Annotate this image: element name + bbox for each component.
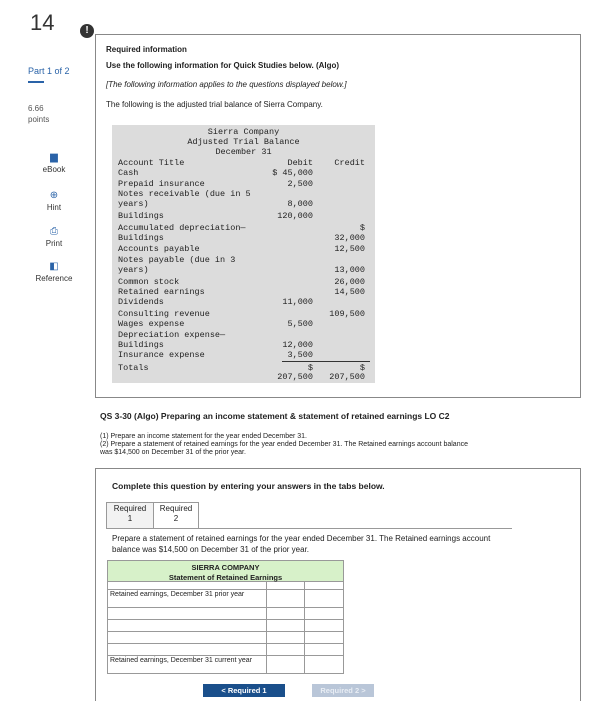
totals-debit: 207,500 [277,372,313,382]
account-title: Accumulated depreciation— [118,223,246,233]
amount-input[interactable] [267,620,305,631]
required-info-title: Required information [106,45,187,54]
amount-input[interactable] [267,632,305,643]
hint-button[interactable] [28,190,80,212]
amount-input[interactable] [267,608,305,619]
print-button[interactable] [28,226,80,248]
label-input[interactable] [108,608,267,619]
table-row [118,350,373,361]
required-2-button[interactable]: Required 2 > [312,684,374,697]
totals-label: Totals [118,363,149,373]
totals-underline [282,361,370,362]
account-title: Common stock [118,277,180,287]
tb-date: December 31 [215,147,272,157]
debit-amount: 11,000 [282,297,313,307]
totals-credit: 207,500 [329,372,365,382]
part-indicator: Part 1 of 2 [28,66,70,76]
row-label-current: Retained earnings, December 31 current year [108,656,267,673]
account-title: years) [118,265,149,275]
debit-amount: 2,500 [287,179,313,189]
table-row [118,297,373,308]
debit-amount: 12,000 [282,340,313,350]
form-header [107,560,344,582]
table-row [118,244,373,255]
credit-amount: 12,500 [334,244,365,254]
form-title: Statement of Retained Earnings [168,573,283,582]
account-title: Notes receivable (due in 5 [118,189,251,199]
amount-input[interactable] [267,644,305,655]
trial-balance-table [112,125,375,383]
debit-amount: 8,000 [287,199,313,209]
label-input[interactable] [108,644,267,655]
row-label-prior: Retained earnings, December 31 prior year [108,590,267,607]
tab-label: Required [159,504,193,513]
col-debit: Debit [287,158,313,168]
table-row [118,211,373,222]
tab-instruction: Prepare a statement of retained earnings for the year ended December 31. The Retained earnings account balance was $14,500 on December 31 of the prior year. [112,534,491,554]
quick-study-title: QS 3-30 (Algo) Preparing an income statement & statement of retained earnings LO C2 [100,411,450,421]
account-title: Buildings [118,211,164,221]
quick-study-item-1: (1) Prepare an income statement for the year ended December 31. [100,433,307,440]
label-input[interactable] [108,632,267,643]
col-account-title: Account Title [118,158,185,168]
points-value: 6.66 [28,104,44,113]
info-icon: ! [80,24,94,38]
part-progress-bar [28,81,44,83]
table-row [118,319,373,330]
account-title: Depreciation expense— [118,330,226,340]
points-box [28,103,49,125]
reference-label: Reference [35,274,73,283]
account-title: Insurance expense [118,350,205,360]
hint-icon: ⊕ [49,190,59,201]
credit-amount: 109,500 [329,309,365,319]
required-1-button[interactable]: < Required 1 [203,684,285,697]
use-info-line: Use the following information for Quick Studies below. (Algo) [106,61,340,70]
credit-amount: $ [359,223,365,233]
totals-credit-symbol: $ [359,363,365,373]
form-company: SIERRA COMPANY [191,563,260,572]
account-title: Notes payable (due in 3 [118,255,236,265]
debit-amount: 5,500 [287,319,313,329]
credit-amount: 13,000 [334,265,365,275]
form-row [107,620,344,632]
table-row [118,233,373,244]
reference-button[interactable] [28,261,80,283]
quick-study-item-2: (2) Prepare a statement of retained earnings for the year ended December 31. The Retained earnings account balance [100,441,468,448]
trial-balance-intro: The following is the adjusted trial balance of Sierra Company. [106,100,323,109]
print-icon: ⎙ [50,226,58,237]
credit-amount: 26,000 [334,277,365,287]
table-row [118,168,373,179]
tab-number: 2 [173,514,179,523]
applies-note: [The following information applies to the questions displayed below.] [106,80,347,89]
account-title: Buildings [118,233,164,243]
reference-icon: ◧ [49,261,59,272]
account-title: Dividends [118,297,164,307]
account-title: Prepaid insurance [118,179,205,189]
ebook-button[interactable] [28,152,80,174]
debit-amount: 3,500 [287,350,313,360]
ebook-label: eBook [42,165,66,174]
table-row [118,265,373,276]
tb-company: Sierra Company [207,127,280,137]
account-title: Cash [118,168,139,178]
totals-debit-symbol: $ [307,363,313,373]
print-label: Print [45,239,63,248]
account-title: Accounts payable [118,244,200,254]
tab-required-2[interactable] [153,502,199,529]
complete-instructions: Complete this question by entering your answers in the tabs below. [112,481,385,491]
account-title: Wages expense [118,319,185,329]
debit-amount: $ 45,000 [272,168,313,178]
debit-amount: 120,000 [277,211,313,221]
label-input[interactable] [108,620,267,631]
credit-amount: 32,000 [334,233,365,243]
tab-label: Required [113,504,147,513]
account-title: Buildings [118,340,164,350]
tab-number: 1 [127,514,133,523]
form-row [107,632,344,644]
hint-label: Hint [46,203,62,212]
form-row [107,656,344,674]
account-title: years) [118,199,149,209]
account-title: Consulting revenue [118,309,210,319]
points-label: points [28,115,50,124]
table-row [118,199,373,210]
book-icon: ▆ [50,152,58,163]
form-row [107,644,344,656]
credit-amount: 14,500 [334,287,365,297]
quick-study-item-2b: was $14,500 on December 31 of the prior year. [100,449,246,456]
col-credit: Credit [334,158,365,168]
tab-required-1[interactable] [106,502,154,529]
tab-divider [106,528,512,529]
question-number: 14 [30,10,55,35]
account-title: Retained earnings [118,287,205,297]
totals-amount-row [118,372,373,383]
amount-input[interactable] [267,590,305,607]
form-row [107,590,344,608]
retained-earnings-form [107,560,344,688]
form-spacer-row [107,582,344,590]
form-row [107,608,344,620]
tb-title: Adjusted Trial Balance [187,137,300,147]
amount-input[interactable] [267,656,305,673]
